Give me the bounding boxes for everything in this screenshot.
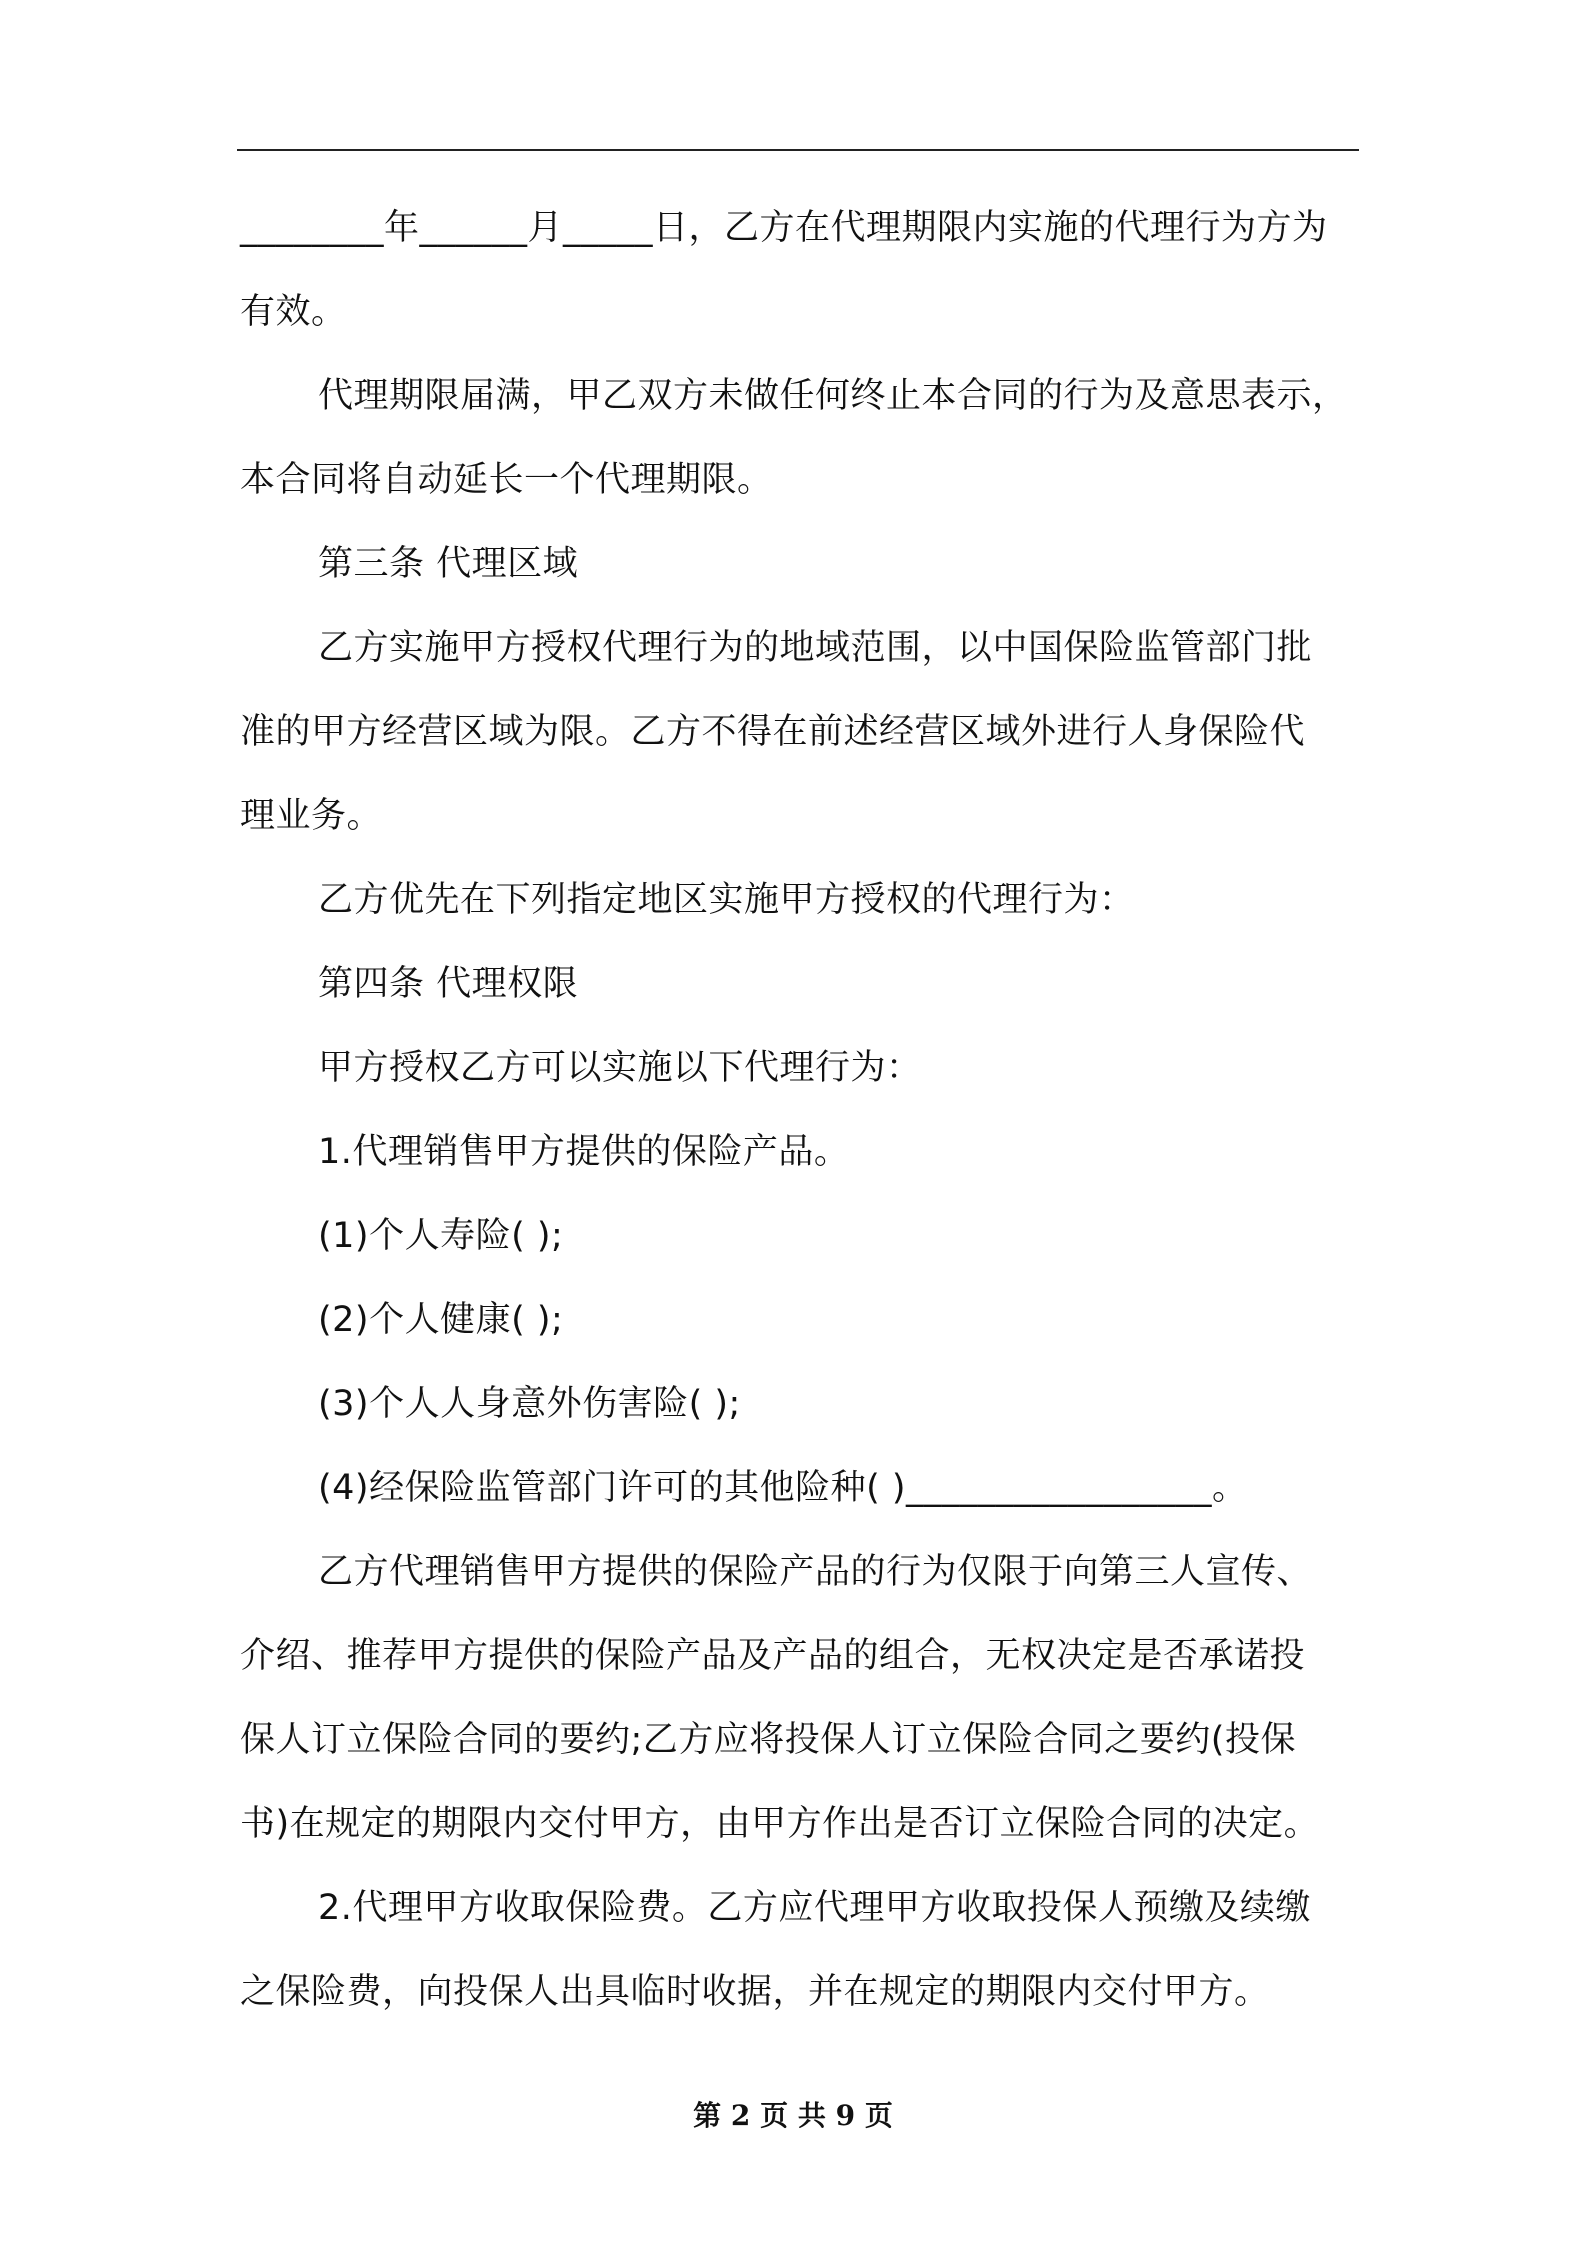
list-item: (4)经保险监管部门许可的其他险种( )_________________。 (318, 1468, 1248, 1508)
paragraph-line: 有效。 (240, 292, 347, 332)
paragraph-line: 乙方优先在下列指定地区实施甲方授权的代理行为： (318, 880, 1135, 920)
paragraph-line: 介绍、推荐甲方提供的保险产品及产品的组合，无权决定是否承诺投 (240, 1636, 1306, 1676)
paragraph-line: 2.代理甲方收取保险费。乙方应代理甲方收取投保人预缴及续缴 (318, 1888, 1311, 1928)
header-rule (237, 149, 1359, 151)
paragraph-line: ________年______月_____日，乙方在代理期限内实施的代理行为方为 (240, 208, 1328, 248)
section-heading: 第四条 代理权限 (318, 964, 579, 1004)
paragraph-line: 之保险费，向投保人出具临时收据，并在规定的期限内交付甲方。 (240, 1972, 1270, 2012)
list-item: 1.代理销售甲方提供的保险产品。 (318, 1132, 850, 1172)
paragraph-line: 甲方授权乙方可以实施以下代理行为： (318, 1048, 922, 1088)
paragraph-line: 乙方代理销售甲方提供的保险产品的行为仅限于向第三人宣传、 (318, 1552, 1313, 1592)
paragraph-line: 乙方实施甲方授权代理行为的地域范围，以中国保险监管部门批 (318, 628, 1313, 668)
section-heading: 第三条 代理区域 (318, 544, 579, 584)
paragraph-line: 保人订立保险合同的要约;乙方应将投保人订立保险合同之要约(投保 (240, 1720, 1296, 1760)
paragraph-line: 准的甲方经营区域为限。乙方不得在前述经营区域外进行人身保险代 (240, 712, 1306, 752)
page-number-footer: 第 2 页 共 9 页 (693, 2099, 893, 2132)
paragraph-line: 理业务。 (240, 796, 383, 836)
paragraph-line: 代理期限届满，甲乙双方未做任何终止本合同的行为及意思表示， (318, 376, 1348, 416)
paragraph-line: 书)在规定的期限内交付甲方，由甲方作出是否订立保险合同的决定。 (240, 1804, 1320, 1844)
list-item: (3)个人人身意外伤害险( ); (318, 1384, 741, 1424)
paragraph-line: 本合同将自动延长一个代理期限。 (240, 460, 773, 500)
list-item: (1)个人寿险( ); (318, 1216, 564, 1256)
list-item: (2)个人健康( ); (318, 1300, 564, 1340)
